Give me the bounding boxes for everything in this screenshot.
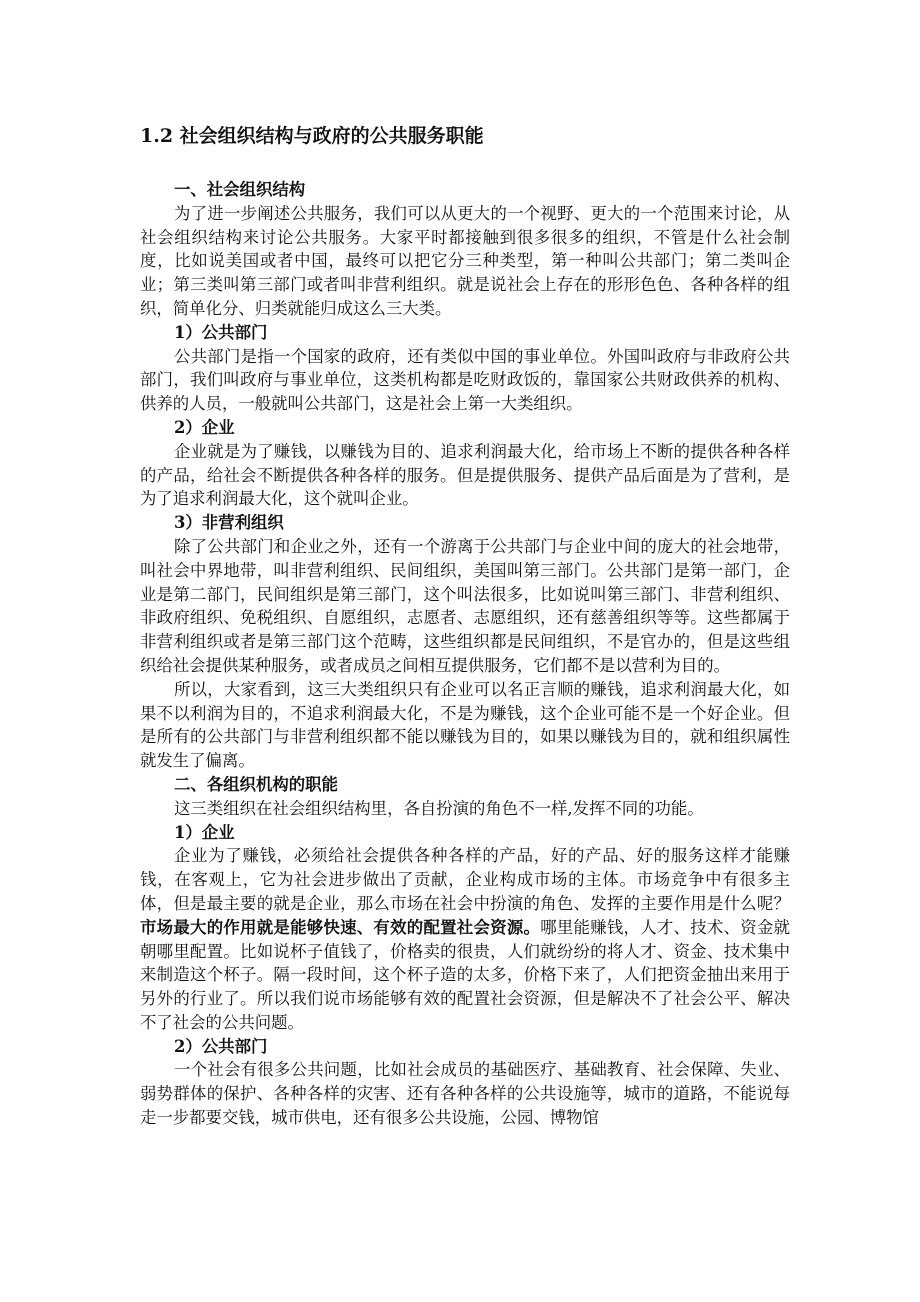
paragraph: 一个社会有很多公共问题，比如社会成员的基础医疗、基础教育、社会保障、失业、弱势群体的保护、各种各样的灾害、还有各种各样的公共设施等，城市的道路，不能说每走一步都要交钱，城市供电，还有很多公共设施，公园、博物馆 xyxy=(140,1060,790,1128)
section-heading: 2）公共部门 xyxy=(174,1036,268,1056)
paragraph: 公共部门是指一个国家的政府，还有类似中国的事业单位。外国叫政府与非政府公共部门，我们叫政府与事业单位，这类机构都是吃财政饭的，靠国家公共财政供养的机构、供养的人员，一般就叫公共部门，这是社会上第一大类组织。 xyxy=(140,346,790,414)
section-heading: 1）企业 xyxy=(174,822,235,842)
section-heading: 2）企业 xyxy=(174,417,235,437)
section-heading: 二、各组织机构的职能 xyxy=(174,774,338,794)
paragraph-text: 哪里能赚钱，人才、技术、资金就朝哪里配置。比如说杯子值钱了，价格卖的很贵，人们就纷纷的将人才、资金、技术集中来制造这个杯子。隔一段时间，这个杯子造的太多，价格下来了，人们把资金抽出来用于另外的行业了。所以我们说市场能够有效的配置社会资源，但是解决不了社会公平、解决不了社会的公共问题。 xyxy=(140,917,791,1032)
emphasized-text: 市场最大的作用就是能够快速、有效的配置社会资源。 xyxy=(140,917,541,937)
document-title: 1.2 社会组织结构与政府的公共服务职能 xyxy=(140,125,484,147)
document-body xyxy=(140,178,790,1130)
section-heading: 1）公共部门 xyxy=(174,322,268,342)
section-heading: 一、社会组织结构 xyxy=(174,180,306,199)
paragraph: 企业就是为了赚钱，以赚钱为目的、追求利润最大化，给市场上不断的提供各种各样的产品，给社会不断提供各种各样的服务。但是提供服务、提供产品后面是为了营利，是为了追求利润最大化，这个就叫企业。 xyxy=(140,441,790,509)
paragraph-text: 企业为了赚钱，必须给社会提供各种各样的产品，好的产品、好的服务这样才能赚钱，在客观上，它为社会进步做出了贡献，企业构成市场的主体。市场竞争中有很多主体，但是最主要的就是企业，那么市场在社会中扮演的角色、发挥的主要作用是什么呢？ xyxy=(140,846,790,913)
section-heading: 3）非营利组织 xyxy=(174,513,284,533)
paragraph: 所以，大家看到，这三大类组织只有企业可以名正言顺的赚钱，追求利润最大化，如果不以利润为目的，不追求利润最大化，不是为赚钱，这个企业可能不是一个好企业。但是所有的公共部门与非营利组织都不能以赚钱为目的，如果以赚钱为目的，就和组织属性就发生了偏离。 xyxy=(140,679,790,771)
paragraph: 这三类组织在社会组织结构里，各自扮演的角色不一样,发挥不同的功能。 xyxy=(174,798,704,818)
paragraph: 为了进一步阐述公共服务，我们可以从更大的一个视野、更大的一个范围来讨论，从社会组织结构来讨论公共服务。大家平时都接触到很多很多的组织，不管是什么社会制度，比如说美国或者中国，最终可以把它分三种类型，第一种叫公共部门；第二类叫企业；第三类叫第三部门或者叫非营利组织。就是说社会上存在的形形色色、各种各样的组织，简单化分、归类就能归成这么三大类。 xyxy=(140,203,790,318)
paragraph: 除了公共部门和企业之外，还有一个游离于公共部门与企业中间的庞大的社会地带，叫社会中界地带，叫非营利组织、民间组织，美国叫第三部门。公共部门是第一部门，企业是第二部门，民间组织是第三部门，这个叫法很多，比如说叫第三部门、非营利组织、非政府组织、免税组织、自愿组织，志愿者、志愿组织，还有慈善组织等等。这些都属于非营利组织或者是第三部门这个范畴，这些组织都是民间组织，不是官办的，但是这些组织给社会提供某种服务，或者成员之间相互提供服务，它们都不是以营利为目的。 xyxy=(140,536,790,675)
paragraph xyxy=(140,844,790,1034)
